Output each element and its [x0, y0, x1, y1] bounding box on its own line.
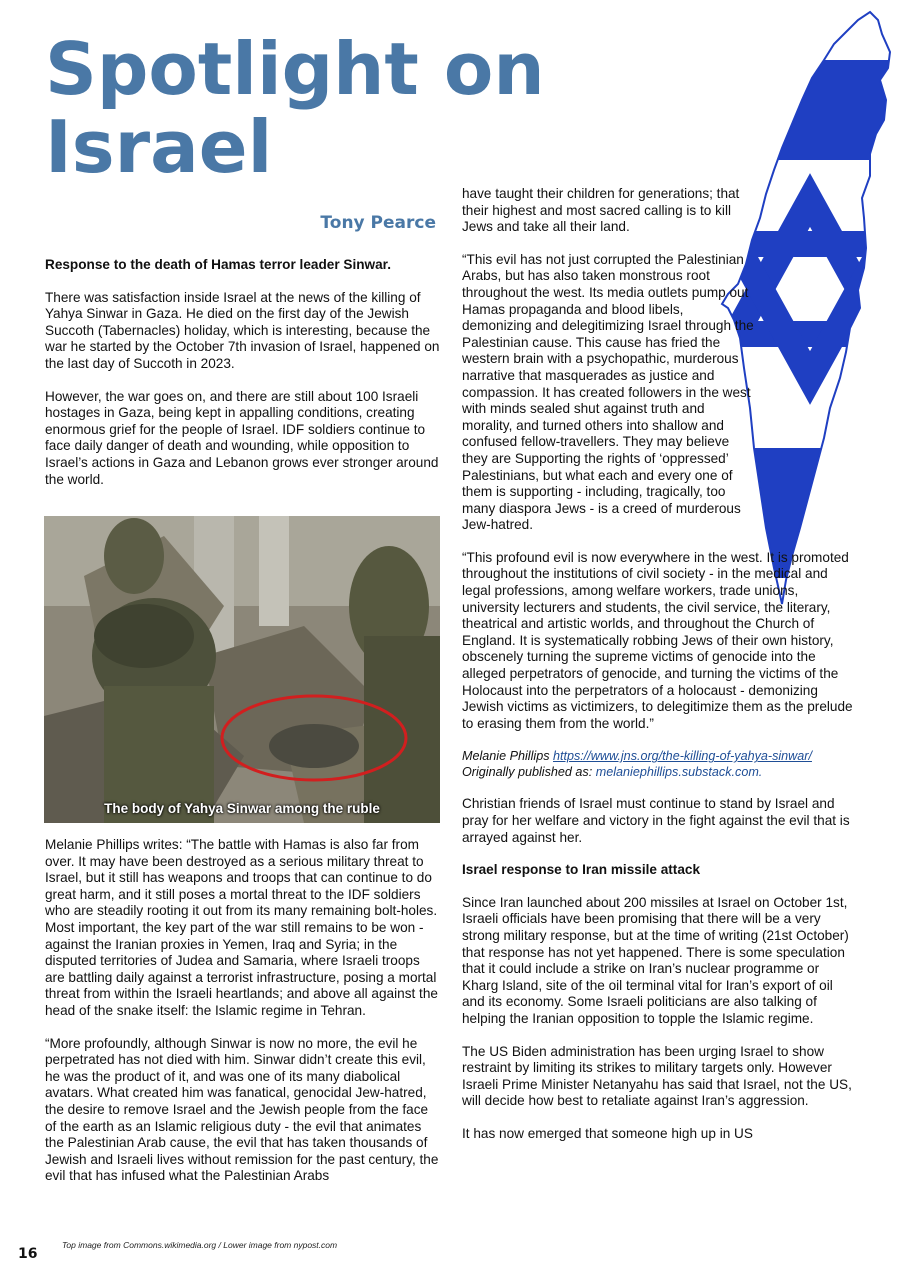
left-paragraph-1: There was satisfaction inside Israel at the news of the killing of Yahya Sinwar in Gaza. He died on the first day of the Jewish Succoth (Tabernacles) holiday, which is interesting, because the war he started by the October 7th invasion of Israel, happened on the last day of Succoth in 2023.	[45, 289, 440, 371]
source-published-label: Originally published as:	[462, 765, 593, 780]
right-column	[462, 186, 857, 1159]
source-link[interactable]: https://www.jns.org/the-killing-of-yahya-sinwar/	[553, 749, 812, 764]
author-byline: Tony Pearce	[320, 213, 436, 233]
image-credits: Top image from Commons.wikimedia.org / Lower image from nypost.com	[62, 1240, 338, 1250]
page-title	[45, 27, 545, 189]
article-heading-sinwar: Response to the death of Hamas terror leader Sinwar.	[45, 257, 391, 272]
right-paragraph-6: The US Biden administration has been urging Israel to show restraint by limiting its strikes to military targets only. However Israeli Prime Minister Netanyahu has said that Israel, not the US, will decide how best to retaliate against Iran’s aggression.	[462, 1043, 852, 1109]
left-column-top	[45, 257, 440, 504]
right-paragraph-1: have taught their children for generations; that their highest and most sacred calling is to kill Jews and take all their land.	[462, 186, 740, 235]
source-published-link[interactable]: melaniephillips.substack.com.	[595, 765, 763, 780]
photo-caption: The body of Yahya Sinwar among the ruble	[104, 801, 380, 816]
photo-illustration	[44, 516, 440, 823]
flag-top-stripe	[720, 60, 905, 160]
page-number: 16	[18, 1246, 38, 1262]
article-photo	[44, 516, 440, 823]
left-column-bottom	[45, 837, 440, 1201]
right-paragraph-5: Since Iran launched about 200 missiles at Israel on October 1st, Israeli officials have been promising that there will be a very strong military response, but at the time of writing (21st October) that response has not yet happened. There is some speculation that it could include a strike on Iran’s nuclear programme or Kharg Island, site of the oil terminal vital for Iran’s export of oil and its economy. Some Israeli politicians are also talking of helping the Iranian opposition to topple the Islamic regime.	[462, 894, 849, 1026]
right-paragraph-2: “This evil has not just corrupted the Palestinian Arabs, but has also taken monstrous root throughout the west. Its media outlets pump out Hamas propaganda and blood libels, demonizing and delegitimizing Israel through the Palestinian cause. This cause has fried the western brain with a psychopathic, murderous narrative that masquerades as justice and compassion. It has created followers in the west with minds sealed shut against truth and morality, and turned others into shallow and confused fellow-travellers. They may believe they are Supporting the rights of ‘oppressed’ Palestinians, but what each and every one of them is supporting - including, tragically, too many diaspora Jews - is a creed of murderous Jew-hatred.	[462, 251, 754, 533]
source-citation	[462, 748, 857, 780]
left-paragraph-2: However, the war goes on, and there are still about 100 Israeli hostages in Gaza, being kept in appalling conditions, creating enormous grief for the people of Israel. IDF soldiers continue to face daily danger of death and wounding, while opposition to Israel’s actions in Gaza and Lebanon grows ever stronger around the world.	[45, 388, 439, 487]
title-line-2: Israel	[45, 105, 273, 189]
right-paragraph-3: “This profound evil is now everywhere in the west. It is promoted throughout the institutions of civil society - in the medical and legal professions, among welfare workers, trade unions, university lecturers and students, the civil service, the literary, theatrical and artistic worlds, and throughout the Church of England. It is systematically robbing Jews of their own history, obscenely turning the supreme victims of genocide into the alleged perpetrators of genocide, and turning the victims of the Holocaust into the perpetrators of a holocaust - demonizing Jewish victims as victimizers, to delegitimize them as the prelude to erasing them from the world.”	[462, 549, 853, 731]
right-paragraph-7: It has now emerged that someone high up in US	[462, 1125, 753, 1141]
article-heading-iran: Israel response to Iran missile attack	[462, 862, 701, 878]
title-line-1: Spotlight on	[45, 27, 545, 111]
left-paragraph-4: “More profoundly, although Sinwar is now no more, the evil he perpetrated has not died with him. Sinwar didn’t create this evil, he was the product of it, and was one of its many diabolical avatars. What created him was fanatical, genocidal Jew-hatred, the desire to remove Israel and the Jewish people from the face of the earth as an Islamic religious duty - the evil that animates the Palestinian Arab cause, the evil that has taken thousands of Jewish and Israeli lives without remission for the past century, the evil that has infused what the Palestinian Arabs	[45, 1035, 439, 1184]
source-name: Melanie Phillips	[462, 749, 550, 764]
right-paragraph-4: Christian friends of Israel must continue to stand by Israel and pray for her welfare and victory in the fight against the evil that is arrayed against her.	[462, 796, 850, 845]
left-paragraph-3: Melanie Phillips writes: “The battle with Hamas is also far from over. It may have been destroyed as a serious military threat to Israel, but it still has weapons and troops that can continue to do great harm, and it still poses a mortal threat to the IDF soldiers who are steadily rooting it out from its many remaining bolt-holes. Most important, the key part of the war still remains to be won - against the Iranian proxies in Yemen, Iraq and Syria; in the disputed territories of Judea and Samaria, where Israeli troops are battling daily against a terrorist infrastructure, posing a mortal threat from within the Israeli heartlands; and above all against the head of the snake itself: the Islamic regime in Tehran.	[45, 837, 438, 1018]
